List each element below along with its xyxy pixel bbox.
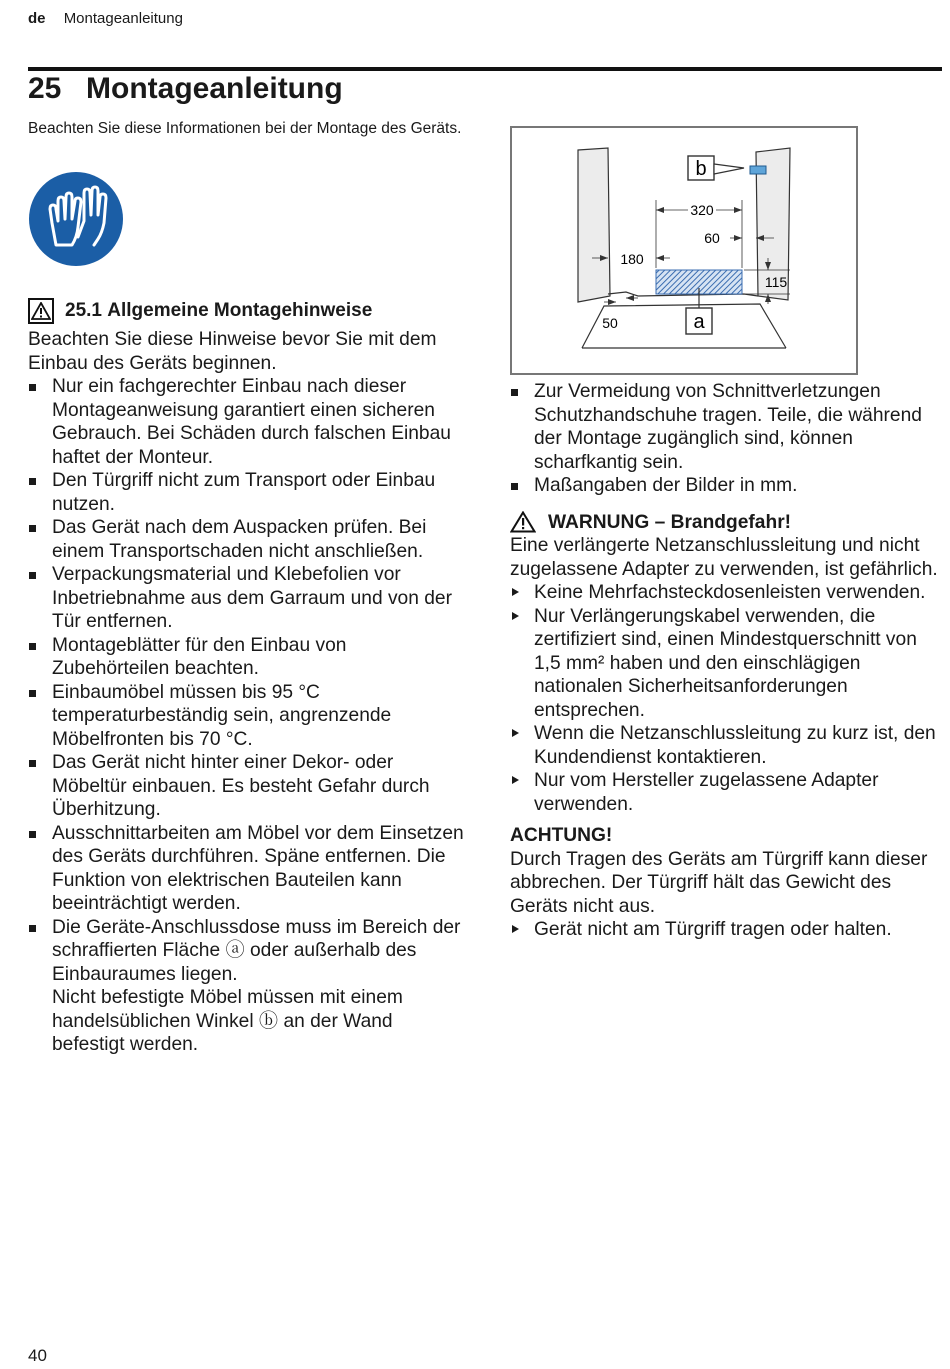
figure-label-b: b — [695, 158, 707, 180]
header-title: Montageanleitung — [63, 10, 183, 27]
list-item: Montageblätter für den Einbau von Zubehörteilen beachten. — [28, 634, 468, 681]
caution-title: ACHTUNG! — [510, 825, 613, 846]
section-title: Allgemeine Montagehinweise — [107, 300, 373, 321]
language-code: de — [28, 10, 46, 27]
warning-steps — [510, 581, 942, 816]
list-item: Verpackungsmaterial und Klebefolien vor Inbetriebnahme aus dem Garraum und von der Tür entfernen. — [28, 563, 468, 634]
protective-gloves-icon — [28, 171, 124, 267]
list-item: Wenn die Netzanschlussleitung zu kurz ist, den Kundendienst kontaktieren. — [510, 722, 942, 769]
list-item: Das Gerät nicht hinter einer Dekor- oder Möbeltür einbauen. Es besteht Gefahr durch Überhitzung. — [28, 751, 468, 822]
caution-text: Durch Tragen des Geräts am Türgriff kann dieser abbrechen. Der Türgriff hält das Gewicht des Geräts nicht aus. — [510, 848, 928, 917]
wall-bracket-b — [750, 166, 766, 174]
list-item: Nur vom Hersteller zugelassene Adapter verwenden. — [510, 769, 942, 816]
right-column — [510, 380, 942, 942]
dimension-180: 180 — [620, 251, 644, 267]
list-item-continuation: Nicht befestigte Möbel müssen mit einem handelsüblichen Winkel ⓑ an der Wand befestigt werden. — [52, 987, 403, 1055]
list-item: Das Gerät nach dem Auspacken prüfen. Bei einem Transportschaden nicht anschließen. — [28, 516, 468, 563]
warning-text: Eine verlängerte Netzanschlussleitung und nicht zugelassene Adapter zu verwenden, ist gefährlich. — [510, 535, 938, 580]
installation-diagram — [510, 126, 858, 375]
chapter-heading — [28, 72, 343, 106]
list-item: Keine Mehrfachsteckdosenleisten verwenden. — [510, 581, 942, 605]
page-number: 40 — [28, 1346, 47, 1365]
dimension-50: 50 — [602, 315, 618, 331]
figure-label-a: a — [693, 311, 705, 333]
safety-notes-list — [510, 380, 942, 498]
list-item: Nur Verlängerungskabel verwenden, die zertifiziert sind, einen Mindestquerschnitt von 1,5 mm² haben und den einschlägigen nationalen Sicherheitsanforderungen entsprechen. — [510, 605, 942, 723]
dimension-115: 115 — [764, 274, 788, 290]
header-rule — [28, 67, 942, 71]
left-column — [28, 328, 468, 1057]
section-lead: Beachten Sie diese Hinweise bevor Sie mit dem Einbau des Geräts beginnen. — [28, 329, 437, 374]
list-item: Die Geräte-Anschlussdose muss im Bereich der schraffierten Fläche ⓐ oder außerhalb des Einbauraumes liegen. — [28, 916, 468, 987]
dimension-60: 60 — [704, 230, 720, 246]
installation-diagram-drawing — [512, 128, 856, 373]
chapter-number: 25 — [28, 72, 62, 105]
list-item: Gerät nicht am Türgriff tragen oder halten. — [510, 918, 942, 942]
warning-heading — [510, 511, 942, 535]
list-item: Den Türgriff nicht zum Transport oder Einbau nutzen. — [28, 469, 468, 516]
caution-steps — [510, 918, 942, 942]
mounting-notes-list — [28, 375, 468, 986]
chapter-title: Montageanleitung — [86, 72, 343, 105]
section-number: 25.1 — [65, 300, 102, 321]
list-item: Maßangaben der Bilder in mm. — [510, 474, 942, 498]
warning-box-icon — [28, 298, 54, 324]
list-item: Nur ein fachgerechter Einbau nach dieser Montageanweisung garantiert einen sicheren Gebrauch. Bei Schäden durch falschen Einbau haftet der Monteur. — [28, 375, 468, 469]
section-heading — [28, 298, 372, 324]
warning-triangle-icon — [510, 511, 536, 533]
list-item: Zur Vermeidung von Schnittverletzungen Schutzhandschuhe tragen. Teile, die während der Montage zugänglich sind, können scharfkantig sein. — [510, 380, 942, 474]
intro-text: Beachten Sie diese Informationen bei der Montage des Geräts. — [28, 120, 462, 137]
list-item: Ausschnittarbeiten am Möbel vor dem Einsetzen des Geräts durchführen. Späne entfernen. Die Funktion von elektrischen Bauteilen kann beeinträchtigt werden. — [28, 822, 468, 916]
list-item: Einbaumöbel müssen bis 95 °C temperaturbeständig sein, angrenzende Möbelfronten bis 70 °C. — [28, 681, 468, 752]
page-header — [28, 10, 183, 27]
dimension-320: 320 — [690, 202, 714, 218]
warning-title: WARNUNG – Brandgefahr! — [548, 511, 792, 533]
